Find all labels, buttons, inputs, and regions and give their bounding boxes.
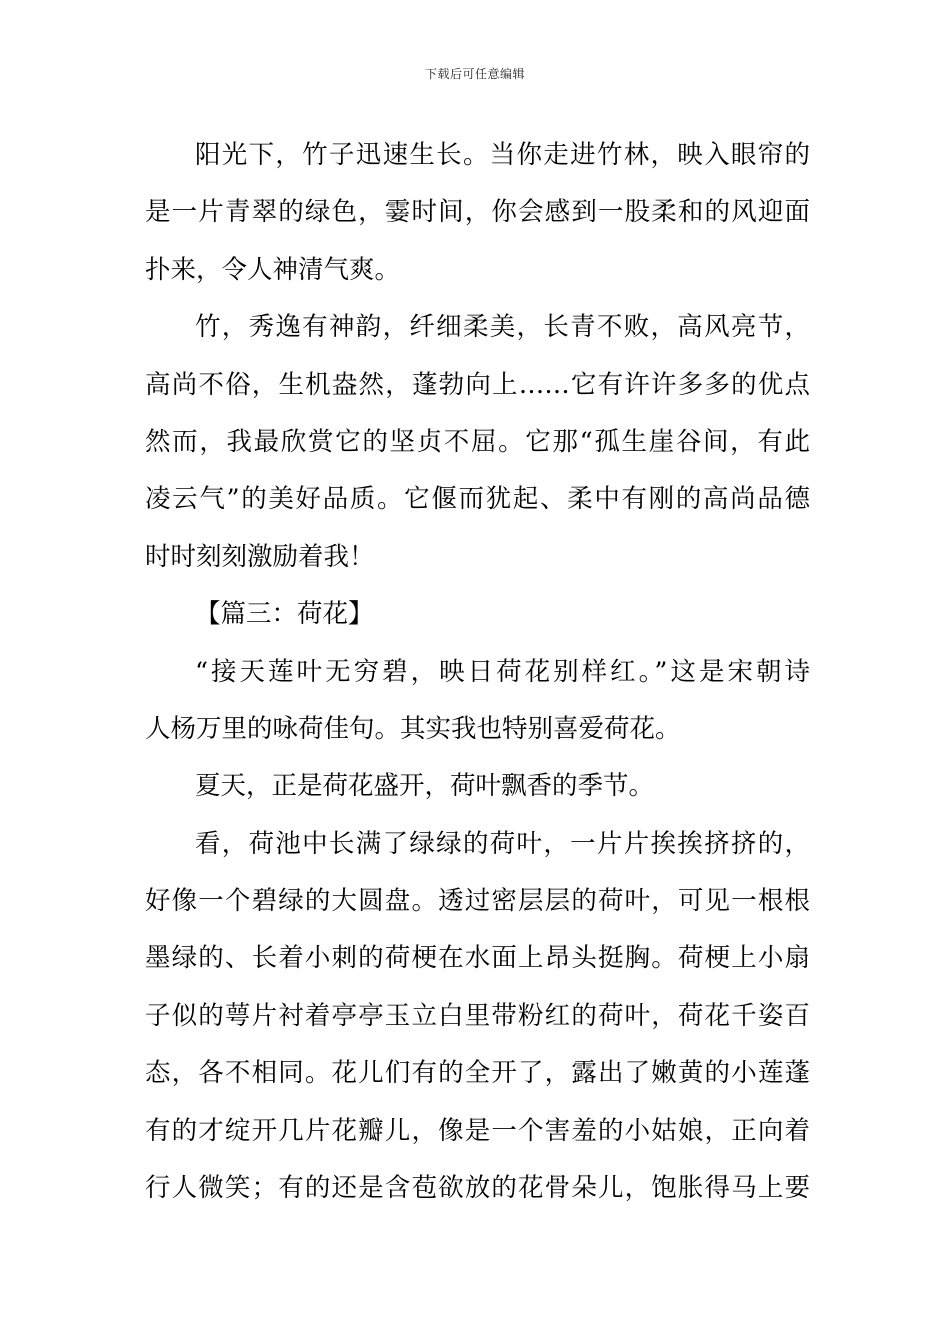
section-heading: 【篇三：荷花】	[195, 599, 374, 630]
paragraph-5-line-6: 有的才绽开几片花瓣儿，像是一个害羞的小姑娘，正向着	[145, 1115, 810, 1146]
paragraph-2-line-2: 高尚不俗，生机盎然，蓬勃向上……它有许许多多的优点	[145, 369, 810, 400]
paragraph-5-line-1: 看，荷池中长满了绿绿的荷叶，一片片挨挨挤挤的，	[195, 828, 810, 859]
paragraph-5-line-5: 态，各不相同。花儿们有的全开了，露出了嫩黄的小莲蓬	[145, 1058, 810, 1089]
paragraph-5-line-7: 行人微笑；有的还是含苞欲放的花骨朵儿，饱胀得马上要	[145, 1173, 810, 1204]
paragraph-1-line-1: 阳光下，竹子迅速生长。当你走进竹林，映入眼帘的	[195, 140, 810, 170]
paragraph-3-line-2: 人杨万里的咏荷佳句。其实我也特别喜爱荷花。	[145, 713, 681, 744]
paragraph-4-line-1: 夏天，正是荷花盛开，荷叶飘香的季节。	[195, 771, 655, 802]
document-body	[145, 127, 810, 1217]
paragraph-1-line-3: 扑来，令人神清气爽。	[145, 254, 401, 285]
paragraph-5-line-3: 墨绿的、长着小刺的荷梗在水面上昂头挺胸。荷梗上小扇	[145, 943, 810, 974]
paragraph-1-line-2: 是一片青翠的绿色，霎时间，你会感到一股柔和的风迎面	[145, 197, 810, 228]
page-header: 下载后可任意编辑	[424, 67, 525, 81]
paragraph-5-line-2: 好像一个碧绿的大圆盘。透过密层层的荷叶，可见一根根	[145, 886, 810, 917]
paragraph-2-line-1: 竹，秀逸有神韵，纤细柔美，长青不败，高风亮节，	[195, 312, 810, 343]
paragraph-5-line-4: 子似的萼片衬着亭亭玉立白里带粉红的荷叶，荷花千姿百	[145, 1000, 810, 1031]
paragraph-2-line-3: 然而，我最欣赏它的坚贞不屈。它那“孤生崖谷间，有此	[145, 426, 810, 457]
paragraph-2-line-4: 凌云气”的美好品质。它偃而犹起、柔中有刚的高尚品德	[145, 484, 810, 515]
paragraph-2-line-5: 时时刻刻激励着我！	[145, 541, 375, 572]
paragraph-3-line-1: “接天莲叶无穷碧，映日荷花别样红。”这是宋朝诗	[195, 656, 810, 687]
